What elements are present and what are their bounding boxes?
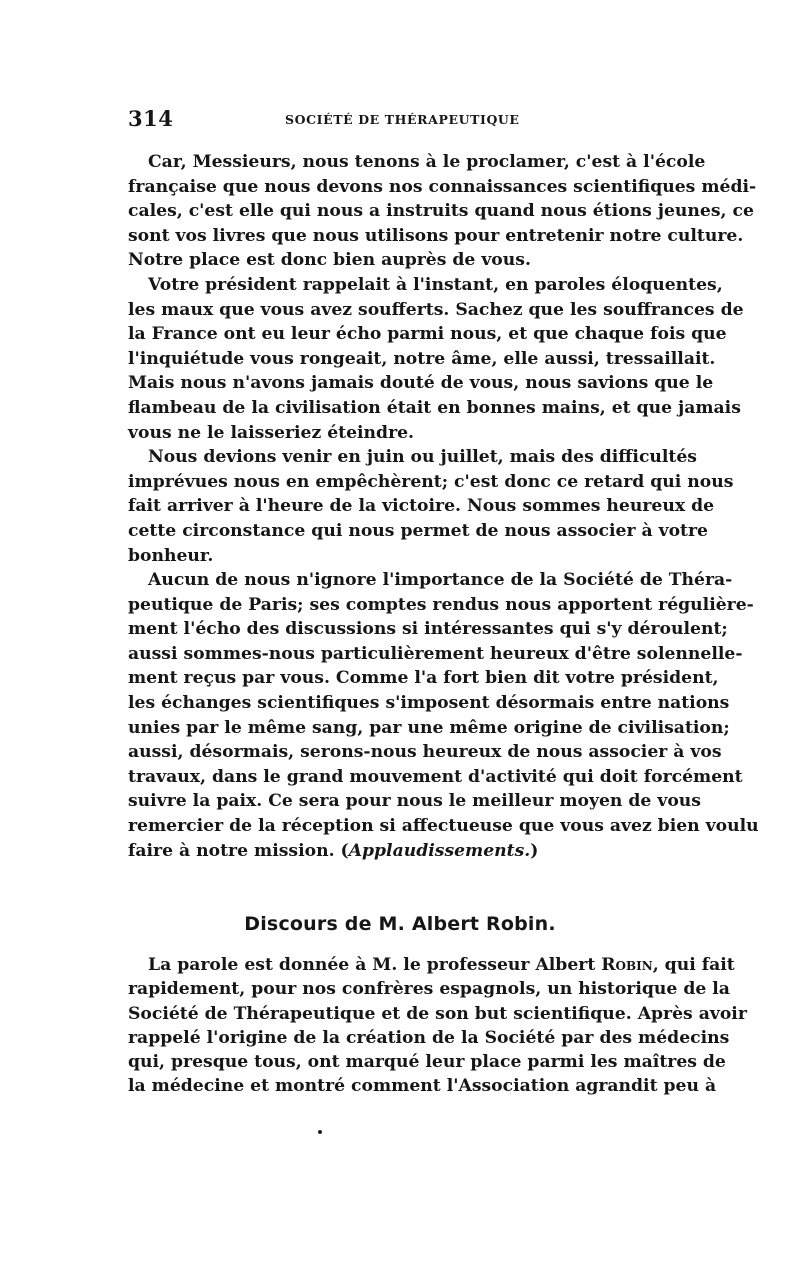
body-text [128,150,759,863]
text-line: Car, Messieurs, nous tenons à le proclamer, c'est à l'école [148,152,706,172]
running-head: SOCIÉTÉ DE THÉRAPEUTIQUE [285,112,520,127]
page-header [128,106,678,136]
text-line: peutique de Paris; ses comptes rendus nous apportent régulière- [128,594,754,615]
text-line: cales, c'est elle qui nous a instruits quand nous étions jeunes, ce [128,201,754,222]
text-line: Mais nous n'avons jamais douté de vous, nous savions que le [128,373,714,394]
text-line: aussi sommes-nous particulièrement heureux d'être solennelle- [128,643,743,664]
text-line: l'inquiétude vous rongeait, notre âme, elle aussi, tressaillait. [128,348,716,369]
text-line [128,839,678,864]
text-line: Société de Thérapeutique et de son but scientifique. Après avoir [128,1003,747,1024]
section-heading: Discours de M. Albert Robin. [244,913,556,935]
text-fragment: La parole est donnée à M. le professeur Albert [148,955,602,975]
text-line: rapidement, pour nos confrères espagnols, un historique de la [128,979,730,1000]
text-line: Aucun de nous n'ignore l'importance de la Société de Théra- [148,570,733,591]
text-line: fait arriver à l'heure de la victoire. Nous sommes heureux de [128,496,715,517]
text-line: ment l'écho des discussions si intéressantes qui s'y déroulent; [128,619,728,640]
text-line: la France ont eu leur écho parmi nous, et que chaque fois que [128,324,727,345]
text-line [128,953,735,977]
text-fragment: , qui fait [652,955,735,975]
text-line: française que nous devons nos connaissances scientifiques médi- [128,176,757,197]
text-line: suivre la paix. Ce sera pour nous le meilleur moyen de vous [128,791,701,812]
text-line: ment reçus par vous. Comme l'a fort bien dit votre président, [128,668,719,689]
text-line: aussi, désormais, serons-nous heureux de nous associer à vos [128,742,722,763]
text-line: Votre président rappelait à l'instant, en paroles éloquentes, [148,274,723,295]
text-line: vous ne le laisseriez éteindre. [128,422,415,443]
text-line: rappelé l'origine de la création de la Société par des médecins [128,1027,730,1048]
text-line: les maux que vous avez soufferts. Sachez que les souffrances de [128,299,744,320]
text-line: la médecine et montré comment l'Association agrandit peu à [128,1076,717,1097]
text-line: Notre place est donc bien auprès de vous. [128,250,531,271]
text-line: qui, presque tous, ont marqué leur place parmi les maîtres de [128,1052,726,1073]
text-line: unies par le même sang, par une même origine de civilisation; [128,717,730,738]
speaker-name: Robin [601,955,653,975]
text-fragment: faire à notre mission. ( [128,840,349,861]
text-line: bonheur. [128,545,214,566]
text-fragment: ) [530,840,539,861]
page-number: 314 [128,106,174,131]
paragraph-4 [128,568,759,863]
text-line: cette circonstance qui nous permet de nous associer à votre [128,520,708,541]
paragraph-2 [128,273,744,445]
text-line: les échanges scientifiques s'imposent désormais entre nations [128,693,730,714]
ink-speck [318,1130,322,1134]
text-line: remercier de la réception si affectueuse que vous avez bien voulu [128,816,759,837]
paragraph-3 [128,445,734,568]
text-line: sont vos livres que nous utilisons pour entretenir notre culture. [128,225,744,246]
section-body [128,953,747,1099]
text-line: travaux, dans le grand mouvement d'activité qui doit forcément [128,766,743,787]
applause-note: Applaudissements. [348,840,531,861]
text-line: flambeau de la civilisation était en bonnes mains, et que jamais [128,397,741,418]
paragraph-1 [128,150,757,273]
text-line: imprévues nous en empêchèrent; c'est donc ce retard qui nous [128,471,734,492]
text-line: Nous devions venir en juin ou juillet, mais des difficultés [148,447,697,468]
